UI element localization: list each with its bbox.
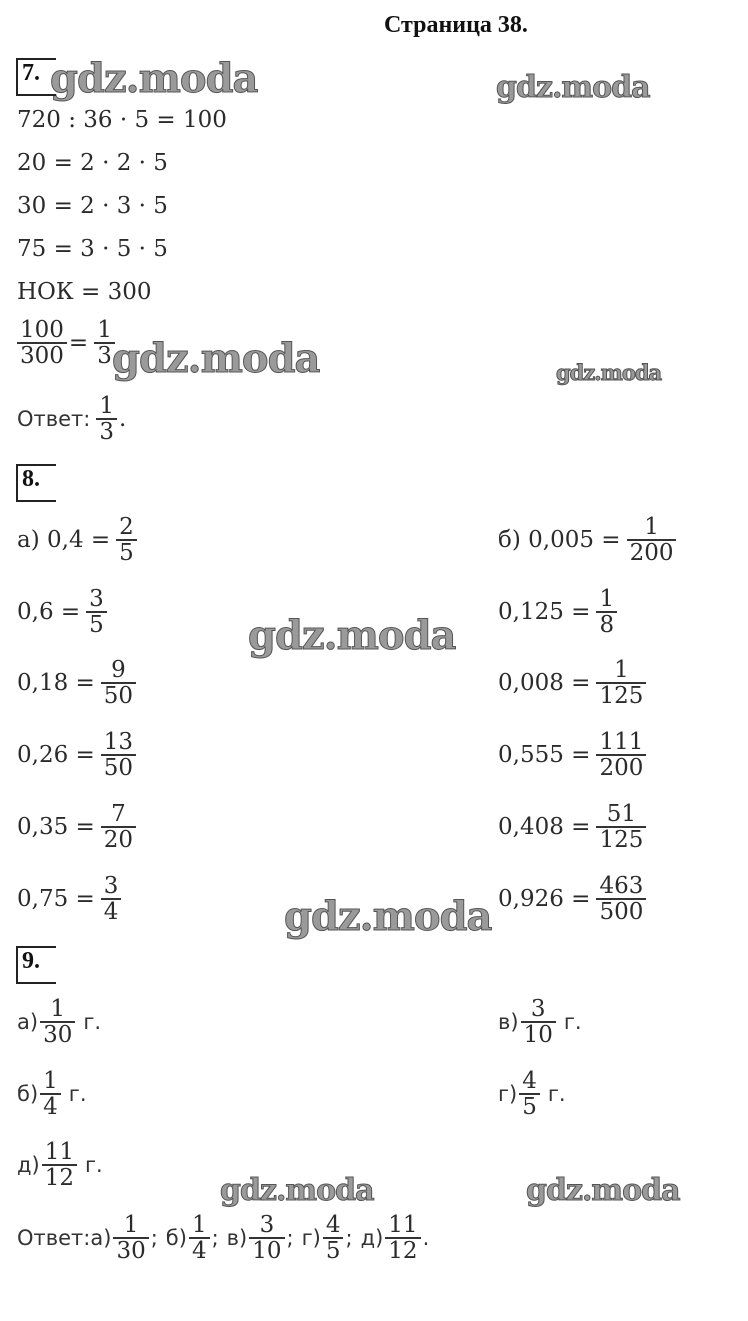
fraction: $\frac{100}{300}$ [17, 318, 67, 368]
watermark: gdz.moda [526, 1173, 680, 1208]
mass-item: б) $\frac{1}{4}$ г. [17, 1068, 87, 1121]
conversion-row: 0,35 = $\frac{7}{20}$ [17, 802, 138, 852]
mass-item: в) $\frac{3}{10}$ г. [498, 996, 582, 1049]
conversion-row: 0,008 = $\frac{1}{125}$ [498, 658, 648, 708]
watermark: gdz.moda [220, 1173, 374, 1208]
conversion-row: 0,26 = $\frac{13}{50}$ [17, 730, 138, 780]
conversion-row: 0,408 = $\frac{51}{125}$ [498, 802, 648, 852]
conversion-row: 0,555 = $\frac{111}{200}$ [498, 730, 648, 780]
answer-line: Ответ: а) $\frac{1}{30}$ ; б) $\frac{1}{4}$ ; в) $\frac{3}{10}$ ; г) $\frac{4}{5}$ ; д) $\frac{11}{12}$ . [17, 1212, 430, 1265]
fraction: $\frac{1}{3}$ [96, 394, 117, 444]
mass-item: д) $\frac{11}{12}$ г. [17, 1139, 103, 1192]
conversion-row: а) 0,4 = $\frac{2}{5}$ [17, 515, 139, 565]
conversion-row: б) 0,005 = $\frac{1}{200}$ [498, 515, 678, 565]
calc-line: 75 = 3 · 5 · 5 [17, 236, 168, 262]
watermark: gdz.moda [112, 335, 320, 382]
mass-item: а) $\frac{1}{30}$ г. [17, 996, 102, 1049]
conversion-row: 0,125 = $\frac{1}{8}$ [498, 587, 619, 637]
fraction-equation: $\frac{100}{300}$ = $\frac{1}{3}$ [15, 318, 117, 368]
page-title: Страница 38. [384, 12, 528, 38]
calc-line: 30 = 2 · 3 · 5 [17, 193, 168, 219]
conversion-row: 0,926 = $\frac{463}{500}$ [498, 874, 648, 924]
calc-line: 20 = 2 · 2 · 5 [17, 150, 168, 176]
watermark: gdz.moda [248, 612, 456, 659]
watermark: gdz.moda [50, 55, 258, 102]
answer-line: Ответ: $\frac{1}{3}$ . [17, 393, 127, 446]
watermark: gdz.moda [496, 70, 650, 105]
conversion-row: 0,18 = $\frac{9}{50}$ [17, 658, 138, 708]
watermark: gdz.moda [556, 360, 662, 385]
conversion-row: 0,6 = $\frac{3}{5}$ [17, 587, 109, 637]
conversion-row: 0,75 = $\frac{3}{4}$ [17, 874, 123, 924]
fraction: $\frac{1}{3}$ [94, 318, 115, 368]
calc-line: НОК = 300 [17, 279, 152, 305]
mass-item: г) $\frac{4}{5}$ г. [498, 1068, 566, 1121]
calc-line: 720 : 36 · 5 = 100 [17, 107, 227, 133]
watermark: gdz.moda [284, 893, 492, 940]
